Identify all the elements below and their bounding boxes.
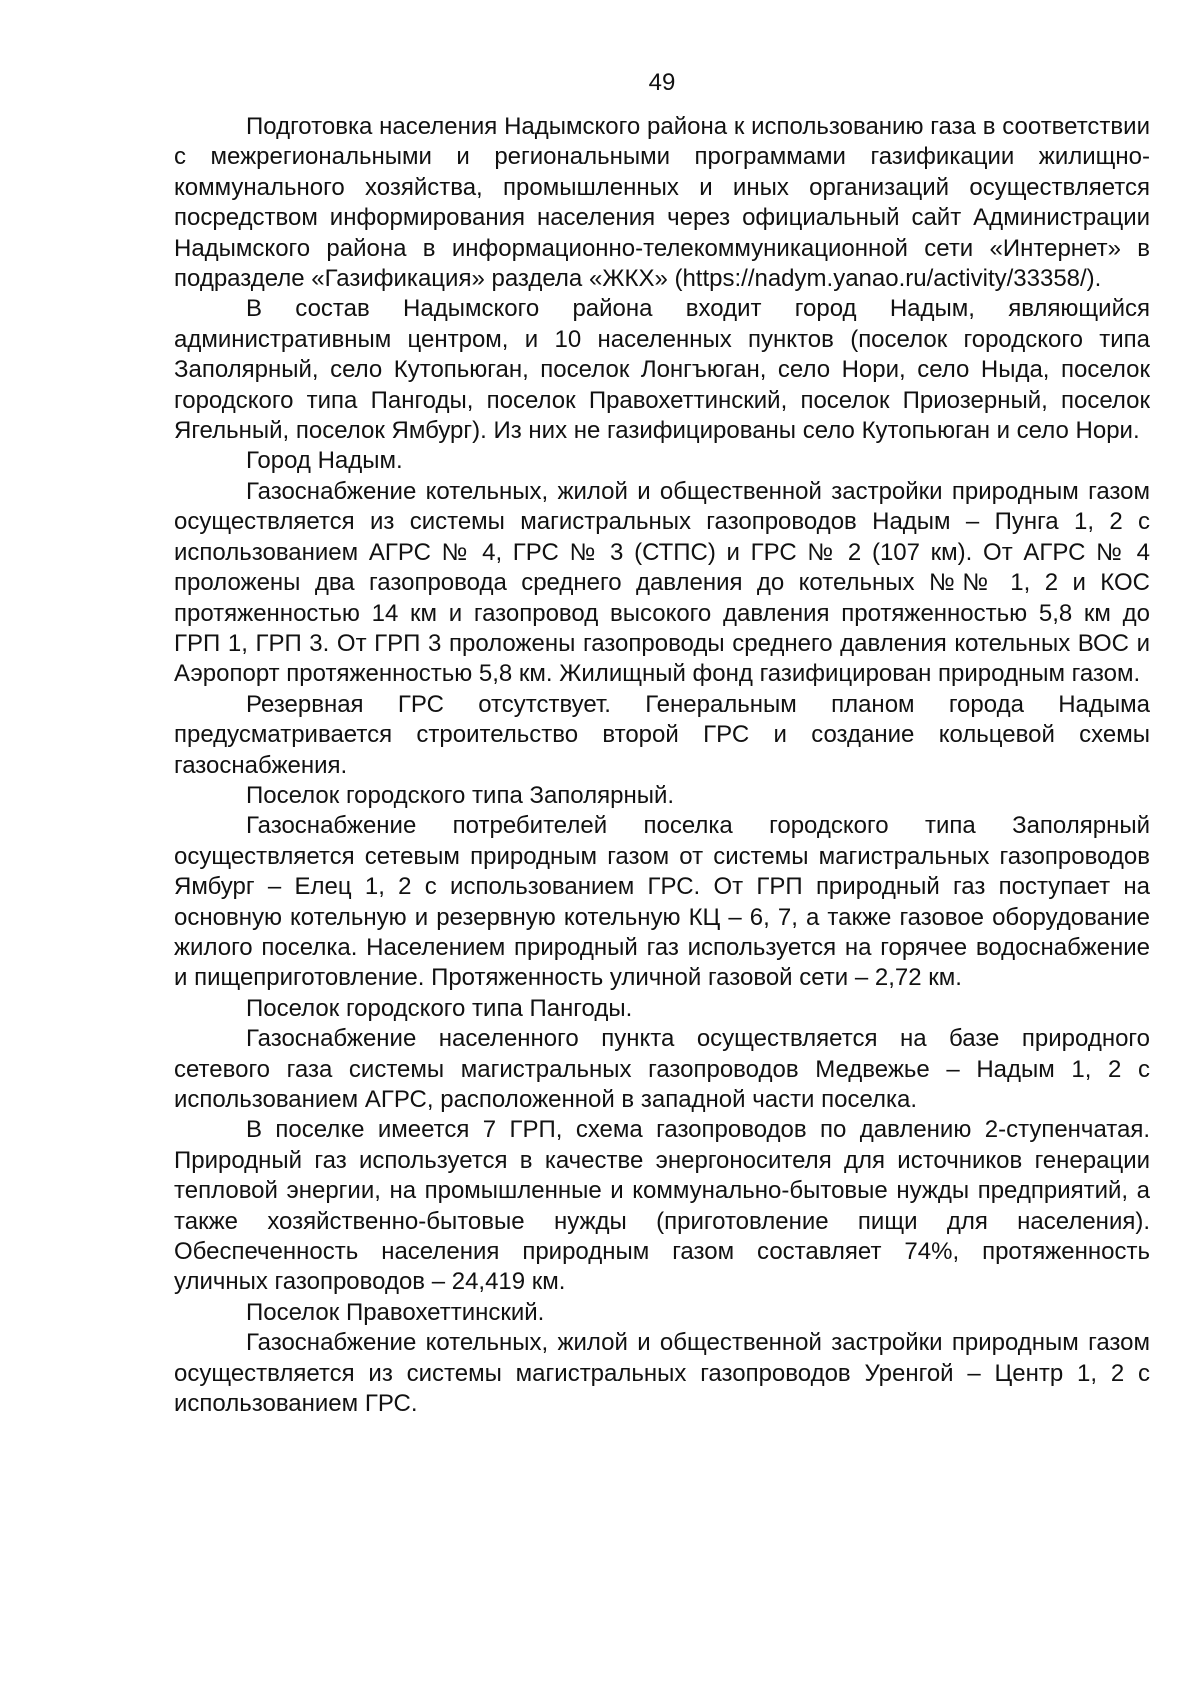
heading-zapolyarny: Поселок городского типа Заполярный. [246,781,675,809]
page-number: 49 [648,69,676,96]
paragraph-nadym-reserve: Резервная ГРС отсутствует. Генеральным планом города Надыма предусматривается строительство второй ГРС и создание кольцевой схемы газоснабжения. [174,690,1150,779]
paragraph-district-composition: В состав Надымского района входит город Надым, являющийся административным центром, и 10 населенных пунктов (поселок городского типа Заполярный, село Кутопьюган, поселок Лонгъюган, село Нори, село Ныда, поселок городского типа Пангоды, поселок Правохеттинский, поселок Приозерный, поселок Ягельный, поселок Ямбург). Из них не газифицированы село Кутопьюган и село Нори. [174,295,1150,445]
heading-pangody: Поселок городского типа Пангоды. [246,994,633,1022]
paragraph-zapolyarny-gas-supply: Газоснабжение потребителей поселка городского типа Заполярный осуществляется сетевым природным газом от системы магистральных газопроводов Ямбург – Елец 1, 2 с использованием ГРС. От ГРП природный газ поступает на основную котельную и резервную котельную КЦ – 6, 7, а также газовое оборудование жилого поселка. Населением природный газ используется на горячее водоснабжение и пищеприготовление. Протяженность уличной газовой сети – 2,72 км. [174,812,1150,992]
paragraph-pangody-gas-supply: Газоснабжение населенного пункта осуществляется на базе природного сетевого газа системы магистральных газопроводов Медвежье – Надым 1, 2 с использованием АГРС, расположенной в западной части поселка. [174,1025,1150,1113]
heading-pravokhettinsky: Поселок Правохеттинский. [246,1298,545,1326]
paragraph-pangody-grp: В поселке имеется 7 ГРП, схема газопроводов по давлению 2-ступенчатая. Природный газ используется в качестве энергоносителя для источников генерации тепловой энергии, на промышленные и коммунально-бытовые нужды предприятий, а также хозяйственно-бытовые нужды (приготовление пищи для населения). Обеспеченность населения природным газом составляет 74%, протяженность уличных газопроводов – 24,419 км. [174,1116,1150,1296]
paragraph-gas-preparation-info: Подготовка населения Надымского района к использованию газа в соответствии с межрегиональными и региональными программами газификации жилищно-коммунального хозяйства, промышленных и иных организаций осуществляется посредством информирования населения через официальный сайт Администрации Надымского района в информационно-телекоммуникационной сети «Интернет» в подразделе «Газификация» раздела «ЖКХ» (https://nadym.yanao.ru/activity/33358/). [174,113,1150,293]
paragraph-nadym-gas-supply: Газоснабжение котельных, жилой и общественной застройки природным газом осуществляется из системы магистральных газопроводов Надым – Пунга 1, 2 с использованием АГРС № 4, ГРС № 3 (СТПС) и ГРС № 2 (107 км). От АГРС № 4 проложены два газопровода среднего давления до котельных №№ 1, 2 и КОС протяженностью 14 км и газопровод высокого давления протяженностью 5,8 км до ГРП 1, ГРП 3. От ГРП 3 проложены газопроводы среднего давления котельных ВОС и Аэропорт протяженностью 5,8 км. Жилищный фонд газифицирован природным газом. [174,477,1150,688]
document-page [174,68,1150,1419]
paragraph-pravokhettinsky-gas-supply: Газоснабжение котельных, жилой и общественной застройки природным газом осуществляется из системы магистральных газопроводов Уренгой – Центр 1, 2 с использованием ГРС. [174,1329,1150,1418]
heading-nadym-city: Город Надым. [246,447,403,475]
